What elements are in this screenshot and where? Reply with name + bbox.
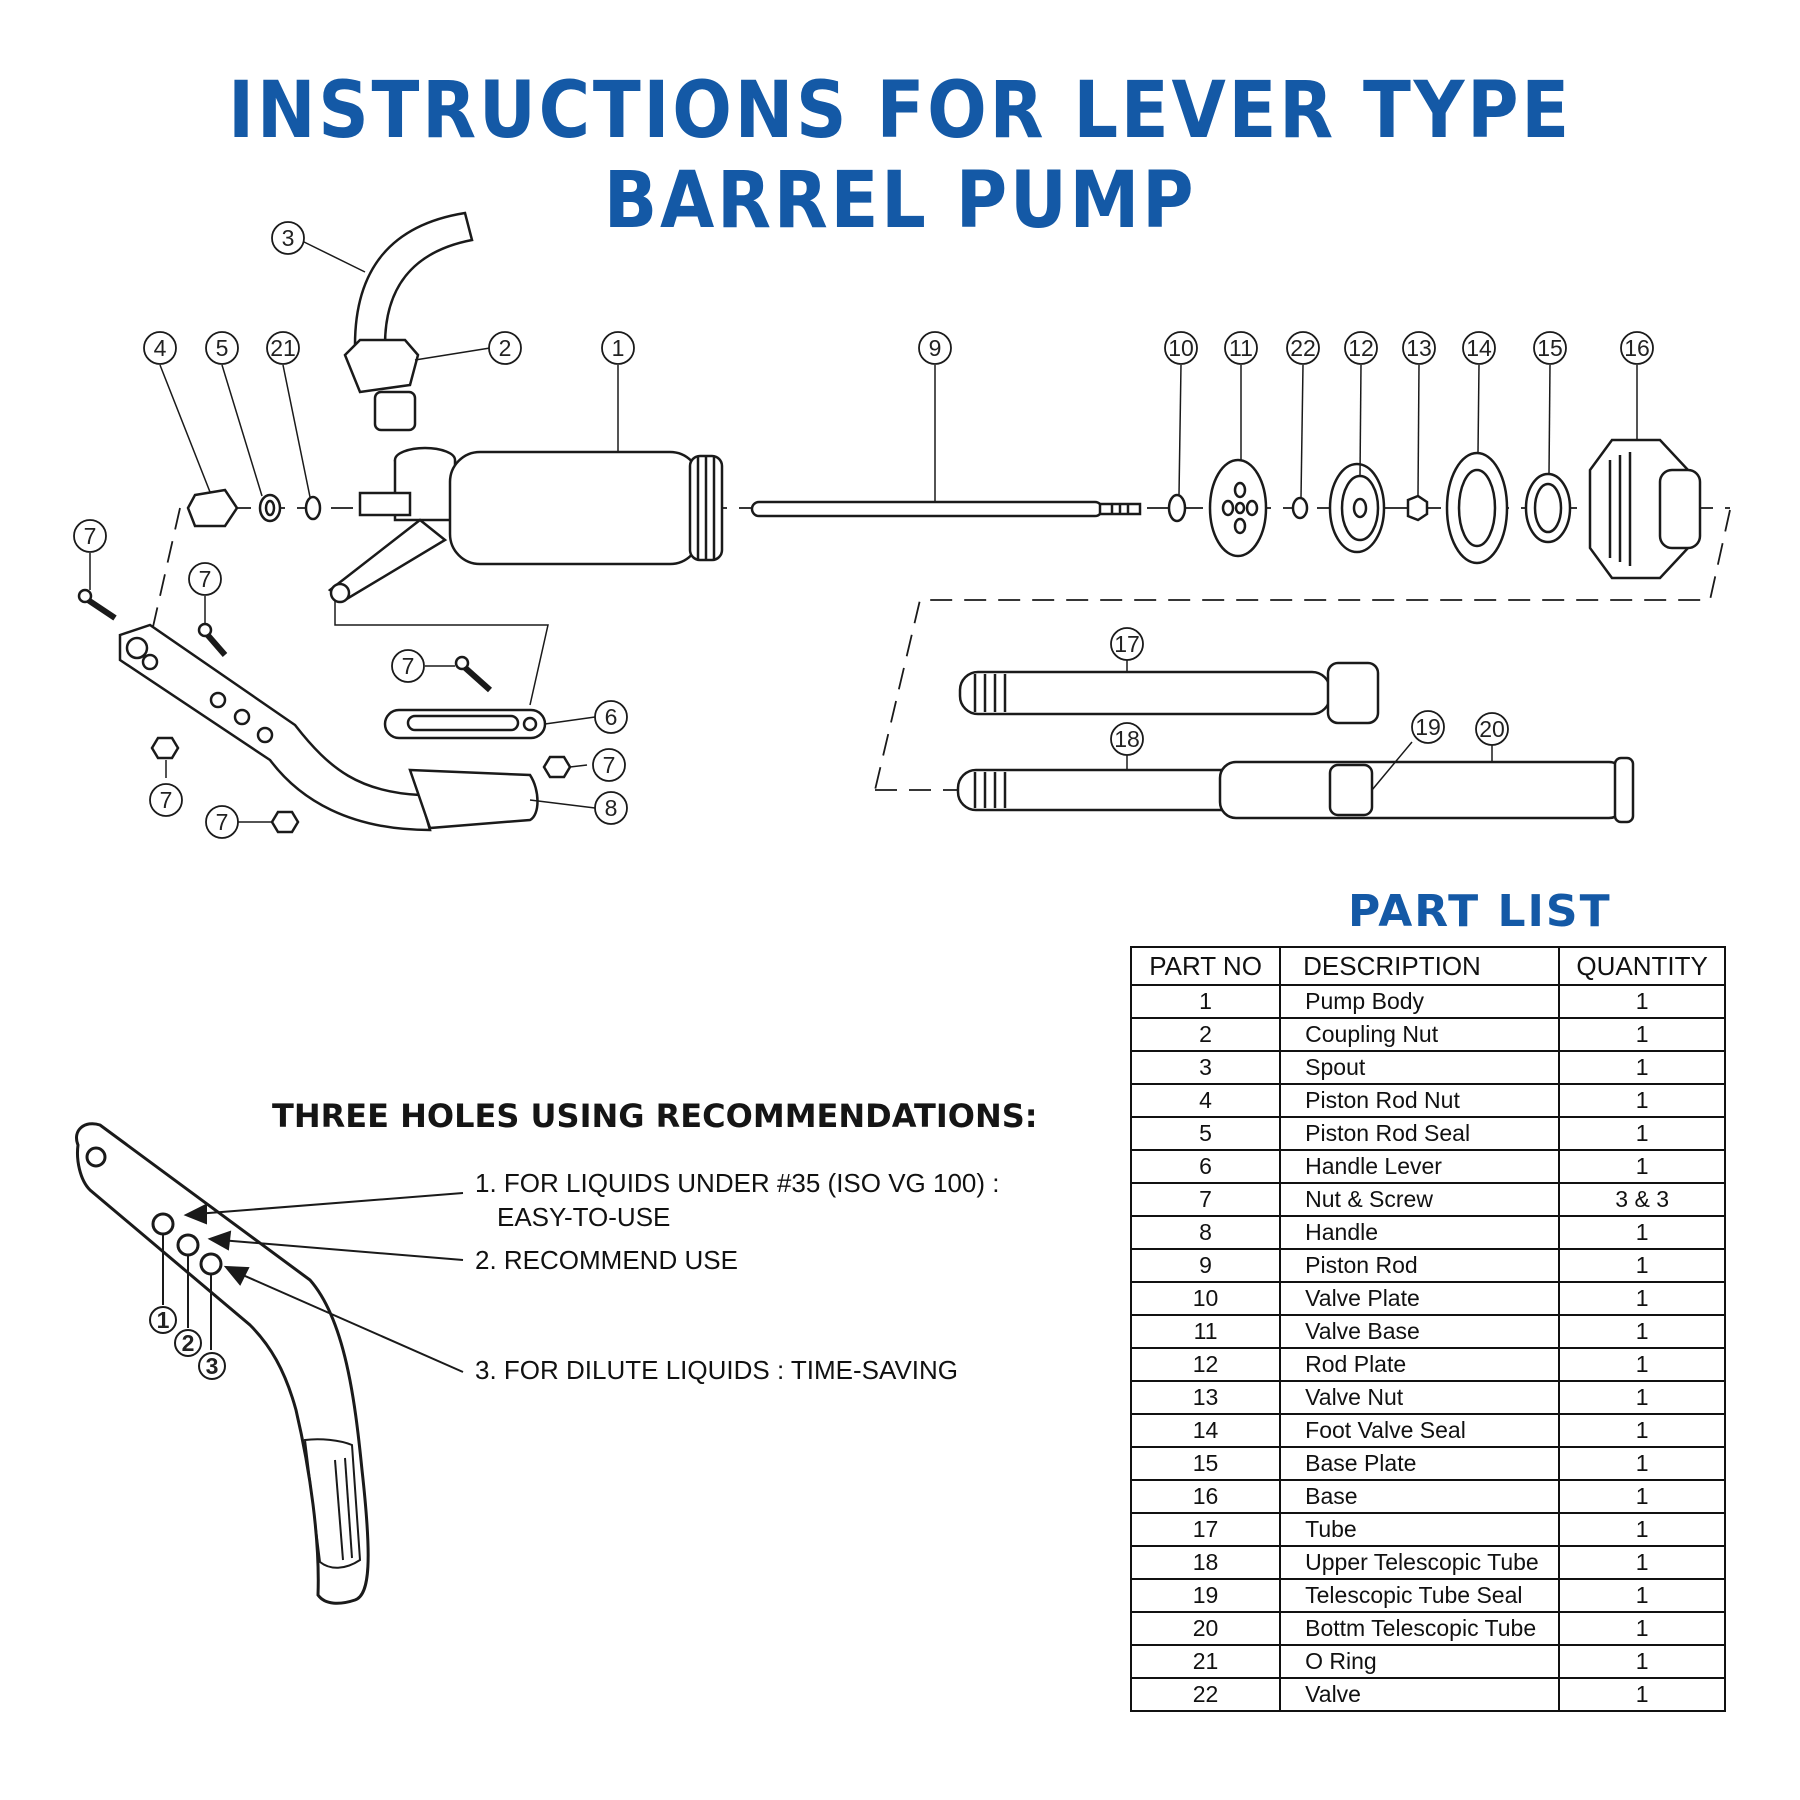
quantity-cell: 1 [1559,985,1725,1018]
quantity-cell: 1 [1559,1546,1725,1579]
callout-14 [1463,332,1495,364]
description-cell: Base [1280,1480,1559,1513]
svg-text:14: 14 [1466,335,1492,361]
table-row [1131,1282,1725,1315]
piston-rod-nut [188,490,237,526]
part-no-cell: 10 [1131,1282,1280,1315]
part-no-cell: 17 [1131,1513,1280,1546]
description-cell: Coupling Nut [1280,1018,1559,1051]
callout-11 [1225,332,1257,364]
recommendation-1-detail: EASY-TO-USE [497,1202,671,1232]
svg-text:16: 16 [1624,335,1650,361]
svg-text:5: 5 [215,335,229,361]
svg-text:7: 7 [198,566,212,592]
callout-12 [1345,332,1377,364]
part-no-cell: 19 [1131,1579,1280,1612]
description-cell: Piston Rod [1280,1249,1559,1282]
recommendations-title: THREE HOLES USING RECOMMENDATIONS: [272,1097,1038,1135]
description-cell: Nut & Screw [1280,1183,1559,1216]
description-cell: Piston Rod Nut [1280,1084,1559,1117]
callout-16 [1621,332,1653,364]
rod-plate [1330,464,1384,552]
hole-label-3 [199,1353,225,1379]
quantity-cell: 1 [1559,1348,1725,1381]
part-no-cell: 18 [1131,1546,1280,1579]
description-cell: Piston Rod Seal [1280,1117,1559,1150]
leader-lines [90,240,1637,822]
valve-nut [1408,496,1427,520]
table-row [1131,1183,1725,1216]
part-list-title: PART LIST [1348,886,1612,937]
table-row [1131,1678,1725,1711]
svg-text:11: 11 [1229,335,1253,361]
svg-text:8: 8 [604,795,618,821]
base-plate [1526,474,1570,542]
svg-text:1: 1 [611,335,625,361]
callout-7c [392,650,424,682]
description-cell: Pump Body [1280,985,1559,1018]
header-description: DESCRIPTION [1280,947,1559,985]
part-no-cell: 14 [1131,1414,1280,1447]
callout-17 [1111,628,1143,660]
callout-7a [74,520,106,552]
table-row [1131,1612,1725,1645]
quantity-cell: 1 [1559,1150,1725,1183]
table-row [1131,1084,1725,1117]
callout-13 [1403,332,1435,364]
page-title: INSTRUCTIONS FOR LEVER TYPE BARREL PUMP [228,66,1572,246]
part-no-cell: 9 [1131,1249,1280,1282]
svg-text:9: 9 [928,335,942,361]
table-row [1131,1051,1725,1084]
svg-text:4: 4 [153,335,167,361]
description-cell: Upper Telescopic Tube [1280,1546,1559,1579]
part-no-cell: 2 [1131,1018,1280,1051]
valve-base [1210,460,1266,556]
quantity-cell: 1 [1559,1018,1725,1051]
part-no-cell: 5 [1131,1117,1280,1150]
svg-text:17: 17 [1114,631,1140,657]
svg-text:1: 1 [156,1307,170,1333]
callout-22 [1287,332,1319,364]
svg-text:6: 6 [604,704,618,730]
description-cell: Valve Plate [1280,1282,1559,1315]
quantity-cell: 1 [1559,1678,1725,1711]
table-header-row [1131,947,1725,985]
svg-text:18: 18 [1114,726,1140,752]
callout-5 [206,332,238,364]
part-no-cell: 6 [1131,1150,1280,1183]
callout-7e [150,784,182,816]
hole-label-2 [175,1330,201,1356]
recommendation-3: 3. FOR DILUTE LIQUIDS : TIME-SAVING [475,1355,959,1385]
svg-text:12: 12 [1348,335,1374,361]
callout-7d [593,749,625,781]
piston-rod [752,502,1140,516]
svg-text:3: 3 [281,225,295,251]
quantity-cell: 1 [1559,1381,1725,1414]
part-no-cell: 1 [1131,985,1280,1018]
part-no-cell: 15 [1131,1447,1280,1480]
svg-text:7: 7 [83,523,97,549]
callout-9 [919,332,951,364]
callout-3 [272,222,304,254]
description-cell: Base Plate [1280,1447,1559,1480]
valve-plate [1169,495,1185,521]
part-no-cell: 13 [1131,1381,1280,1414]
telescopic-tubes [958,758,1633,822]
quantity-cell: 1 [1559,1645,1725,1678]
svg-text:20: 20 [1479,716,1505,742]
part-no-cell: 3 [1131,1051,1280,1084]
callout-2 [489,332,521,364]
table-row [1131,985,1725,1018]
callout-1 [602,332,634,364]
svg-text:21: 21 [270,335,296,361]
svg-text:19: 19 [1415,714,1441,740]
quantity-cell: 1 [1559,1480,1725,1513]
callout-8 [595,792,627,824]
table-row [1131,1414,1725,1447]
quantity-cell: 1 [1559,1051,1725,1084]
table-row [1131,1117,1725,1150]
description-cell: Spout [1280,1051,1559,1084]
svg-text:7: 7 [215,809,229,835]
quantity-cell: 1 [1559,1414,1725,1447]
recommendation-1: 1. FOR LIQUIDS UNDER #35 (ISO VG 100) : [475,1168,1000,1198]
part-list-table [1130,946,1726,1712]
quantity-cell: 1 [1559,1282,1725,1315]
svg-text:3: 3 [205,1353,219,1379]
part-no-cell: 8 [1131,1216,1280,1249]
header-quantity: QUANTITY [1559,947,1725,985]
svg-text:13: 13 [1406,335,1432,361]
table-row [1131,1018,1725,1051]
svg-text:15: 15 [1537,335,1563,361]
o-ring [306,497,320,519]
table-row [1131,1381,1725,1414]
quantity-cell: 1 [1559,1513,1725,1546]
quantity-cell: 1 [1559,1315,1725,1348]
svg-text:7: 7 [602,752,616,778]
description-cell: O Ring [1280,1645,1559,1678]
callout-19 [1412,711,1444,743]
quantity-cell: 1 [1559,1612,1725,1645]
table-row [1131,1216,1725,1249]
callout-4 [144,332,176,364]
description-cell: Valve [1280,1678,1559,1711]
tube [960,663,1378,723]
quantity-cell: 1 [1559,1117,1725,1150]
base [1590,440,1700,578]
quantity-cell: 1 [1559,1084,1725,1117]
callout-15 [1534,332,1566,364]
table-row [1131,1513,1725,1546]
piston-rod-seal [260,495,280,521]
table-row [1131,1249,1725,1282]
quantity-cell: 3 & 3 [1559,1183,1725,1216]
description-cell: Tube [1280,1513,1559,1546]
part-no-cell: 4 [1131,1084,1280,1117]
description-cell: Valve Nut [1280,1381,1559,1414]
quantity-cell: 1 [1559,1579,1725,1612]
callout-6 [595,701,627,733]
table-row [1131,1348,1725,1381]
description-cell: Valve Base [1280,1315,1559,1348]
callout-7b [189,563,221,595]
table-row [1131,1480,1725,1513]
recommendation-2: 2. RECOMMEND USE [475,1245,738,1275]
description-cell: Foot Valve Seal [1280,1414,1559,1447]
description-cell: Telescopic Tube Seal [1280,1579,1559,1612]
part-no-cell: 21 [1131,1645,1280,1678]
part-no-cell: 11 [1131,1315,1280,1348]
svg-text:7: 7 [401,653,415,679]
callout-18 [1111,723,1143,755]
handle-lever-part [385,710,545,738]
callout-20 [1476,713,1508,745]
callout-21 [267,332,299,364]
quantity-cell: 1 [1559,1216,1725,1249]
table-row [1131,1150,1725,1183]
table-row [1131,1645,1725,1678]
description-cell: Rod Plate [1280,1348,1559,1381]
valve [1293,498,1307,518]
part-no-cell: 20 [1131,1612,1280,1645]
description-cell: Bottm Telescopic Tube [1280,1612,1559,1645]
description-cell: Handle Lever [1280,1150,1559,1183]
callout-10 [1165,332,1197,364]
part-no-cell: 22 [1131,1678,1280,1711]
table-row [1131,1546,1725,1579]
part-no-cell: 12 [1131,1348,1280,1381]
hole-label-1 [150,1307,176,1333]
table-row [1131,1315,1725,1348]
table-row [1131,1447,1725,1480]
table-row [1131,1579,1725,1612]
part-no-cell: 7 [1131,1183,1280,1216]
svg-text:22: 22 [1290,335,1316,361]
header-part-no: PART NO [1131,947,1280,985]
svg-text:2: 2 [181,1330,195,1356]
coupling-nut [345,340,418,392]
svg-text:2: 2 [498,335,512,361]
callout-7f [206,806,238,838]
quantity-cell: 1 [1559,1447,1725,1480]
part-no-cell: 16 [1131,1480,1280,1513]
svg-text:7: 7 [159,787,173,813]
svg-text:10: 10 [1168,335,1194,361]
quantity-cell: 1 [1559,1249,1725,1282]
pump-body [330,448,722,602]
description-cell: Handle [1280,1216,1559,1249]
spout [355,213,472,345]
